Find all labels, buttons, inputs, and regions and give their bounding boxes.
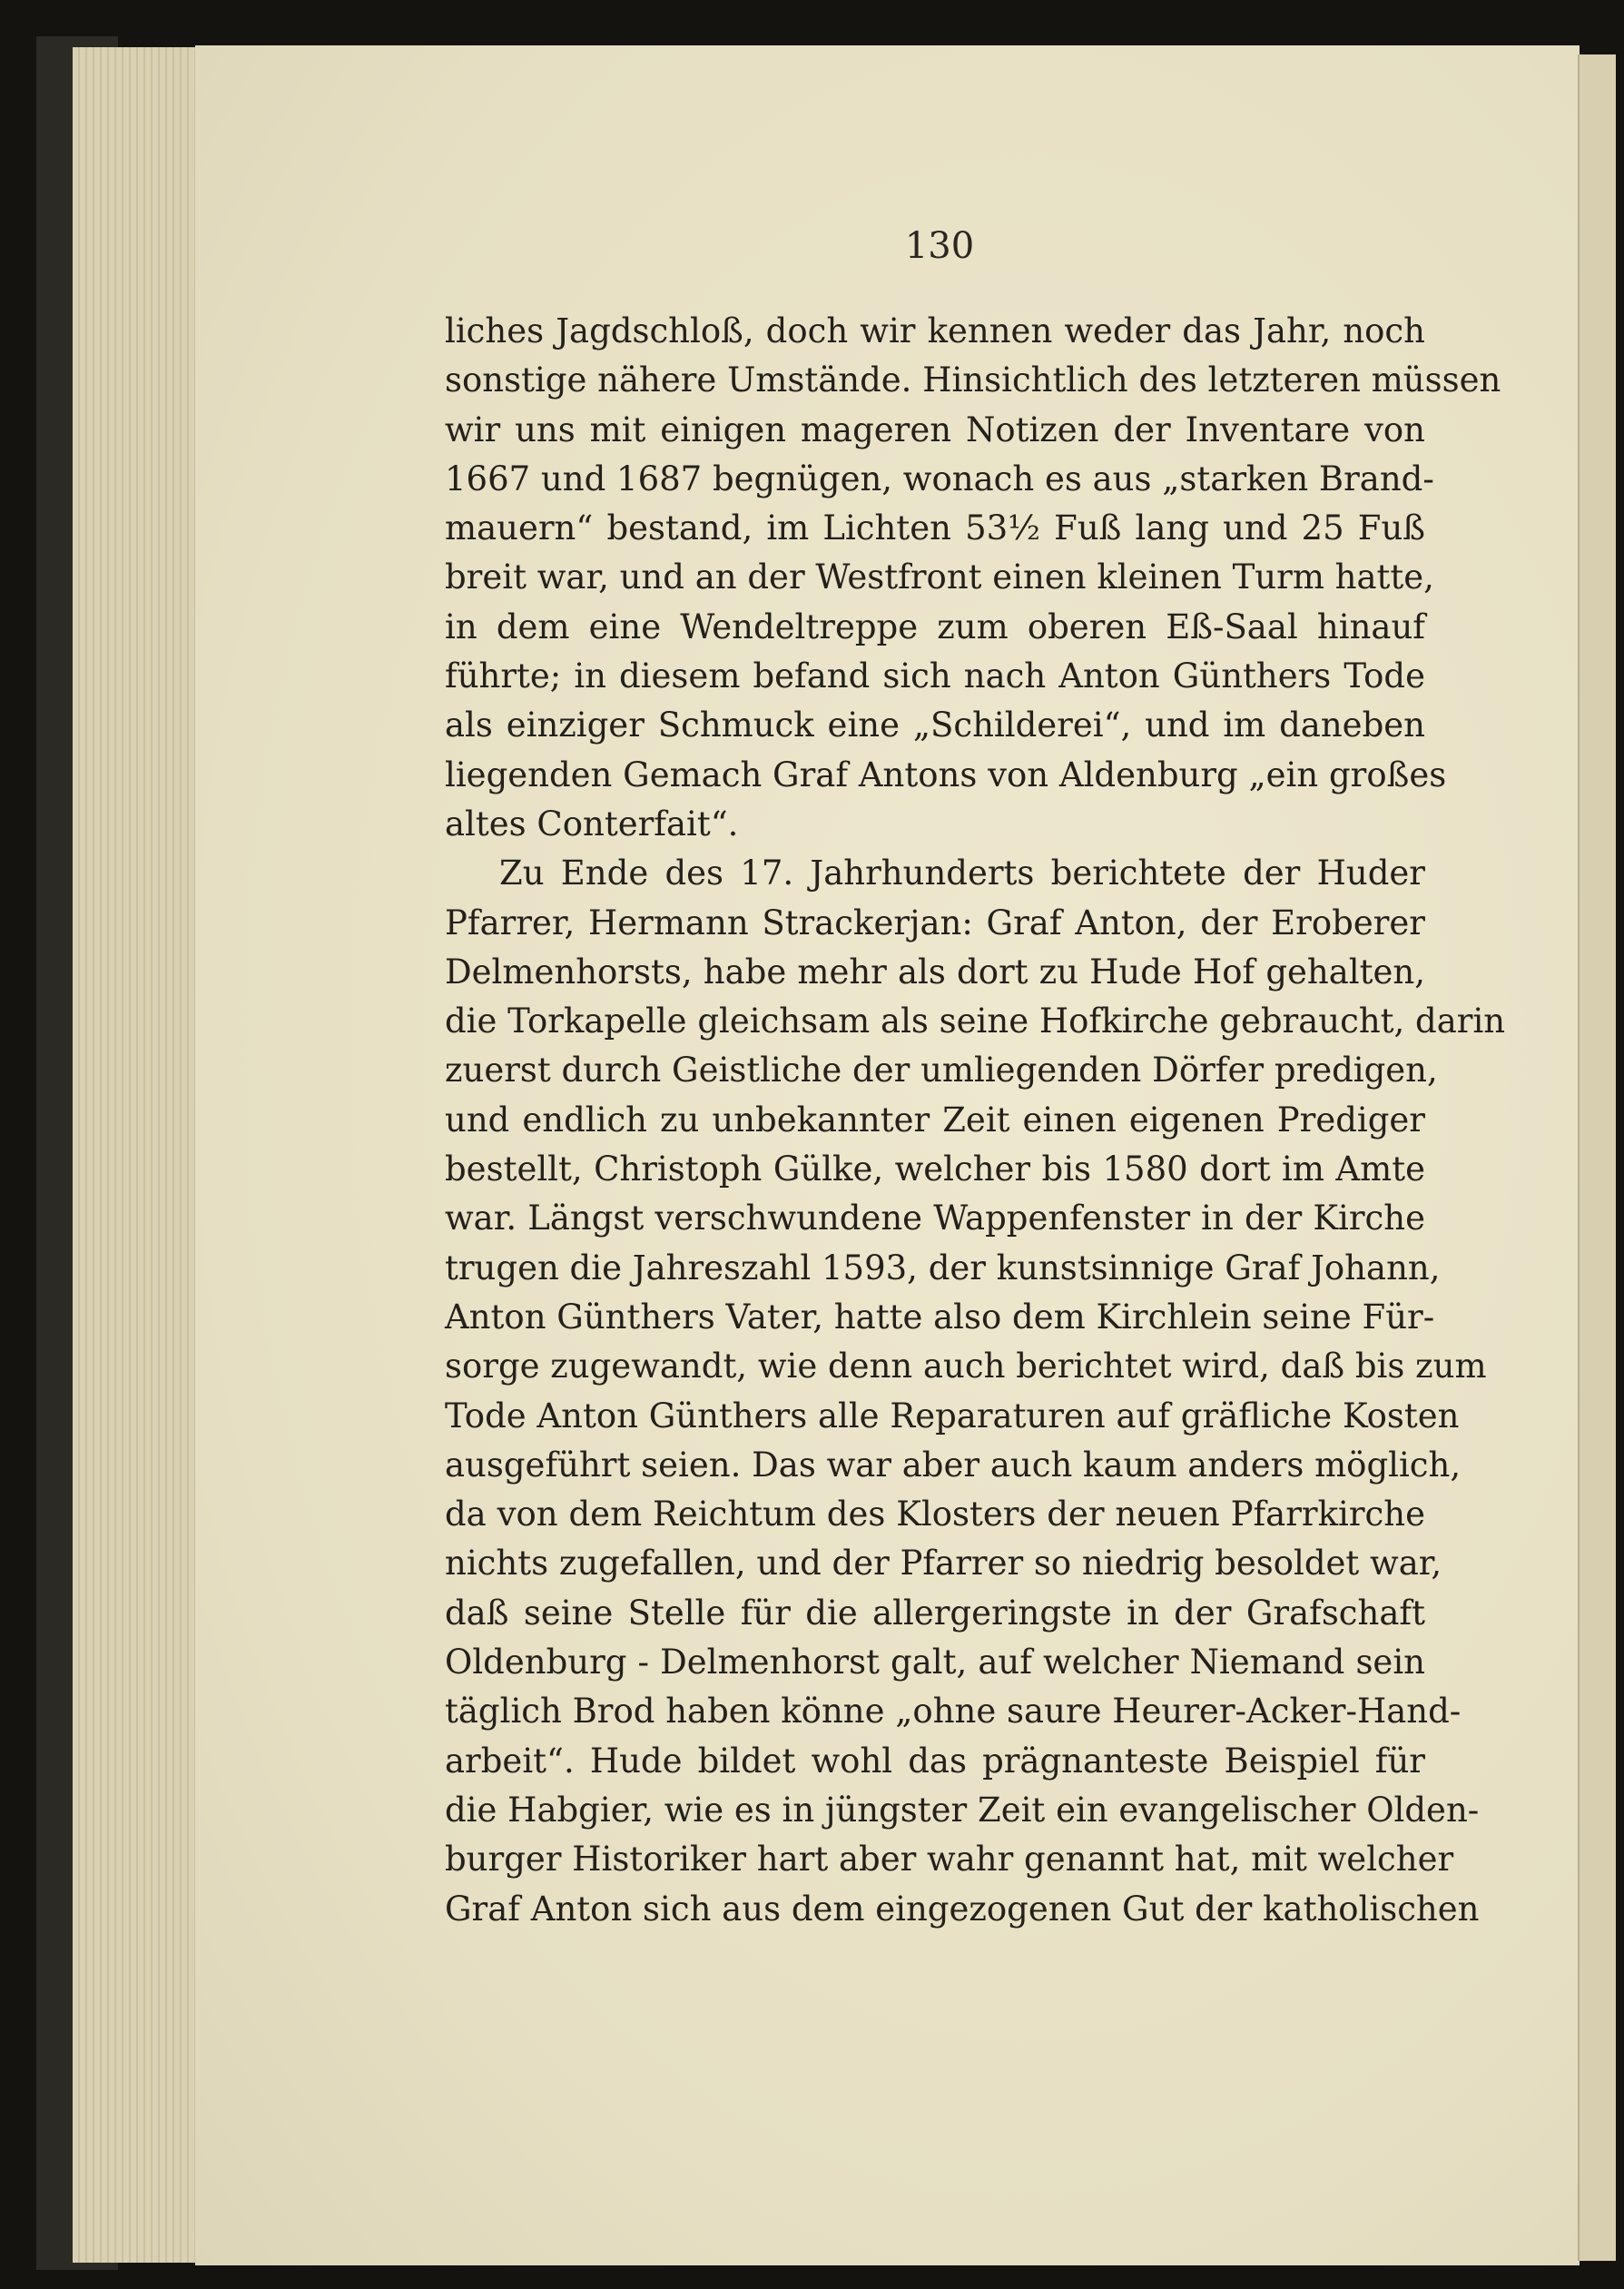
text-line: daß seine Stelle für die allergeringste in der Grafschaft [445, 1593, 1425, 1633]
text-line: altes Conterfait“. [445, 804, 739, 844]
text-line: bestellt, Christoph Gülke, welcher bis 1580 dort im Amte [445, 1149, 1425, 1189]
text-line: da von dem Reichtum des Klosters der neuen Pfarrkirche [445, 1495, 1425, 1534]
text-line: führte; in diesem befand sich nach Anton Günthers Tode [445, 656, 1425, 696]
page-body-text [445, 307, 1506, 1934]
text-line: nichts zugefallen, und der Pfarrer so niedrig besoldet war, [445, 1544, 1442, 1584]
text-line: liches Jagdschloß, doch wir kennen weder das Jahr, noch [445, 311, 1425, 350]
text-line: in dem eine Wendeltreppe zum oberen Eß-Saal hinauf [445, 607, 1425, 646]
text-line: Oldenburg - Delmenhorst galt, auf welcher Niemand sein [445, 1643, 1425, 1682]
text-line: liegenden Gemach Graf Antons von Aldenburg „ein großes [445, 755, 1447, 794]
facing-page-edge [1578, 54, 1616, 2261]
text-line: die Torkapelle gleichsam als seine Hofkirche gebraucht, darin [445, 1001, 1506, 1041]
text-line: arbeit“. Hude bildet wohl das prägnanteste Beispiel für [445, 1741, 1425, 1781]
text-line: trugen die Jahreszahl 1593, der kunstsinnige Graf Johann, [445, 1248, 1441, 1288]
text-line: Zu Ende des 17. Jahrhunderts berichtete der Huder [499, 853, 1425, 893]
text-line: burger Historiker hart aber wahr genannt hat, mit welcher [445, 1840, 1454, 1880]
text-line: die Habgier, wie es in jüngster Zeit ein evangelischer Olden- [445, 1790, 1480, 1830]
text-line: wir uns mit einigen mageren Notizen der Inventare von [445, 409, 1425, 449]
text-line: 1667 und 1687 begnügen, wonach es aus „starken Brand- [445, 459, 1434, 498]
text-line: ausgeführt seien. Das war aber auch kaum anders möglich, [445, 1445, 1462, 1485]
text-line: täglich Brod haben könne „ohne saure Heurer-Acker-Hand- [445, 1692, 1462, 1732]
text-line: breit war, und an der Westfront einen kleinen Turm hatte, [445, 557, 1434, 597]
page-block-edges [73, 47, 210, 2263]
text-line: als einziger Schmuck eine „Schilderei“, und im daneben [445, 705, 1425, 745]
text-line: Anton Günthers Vater, hatte also dem Kirchlein seine Für- [445, 1297, 1435, 1337]
text-line: war. Längst verschwundene Wappenfenster in der Kirche [445, 1199, 1425, 1238]
text-line: sonstige nähere Umstände. Hinsichtlich des letzteren müssen [445, 360, 1501, 400]
text-line: und endlich zu unbekannter Zeit einen eigenen Prediger [445, 1100, 1425, 1140]
text-line: Delmenhorsts, habe mehr als dort zu Hude Hof gehalten, [445, 952, 1425, 992]
text-line: mauern“ bestand, im Lichten 53½ Fuß lang und 25 Fuß [445, 508, 1425, 548]
text-line: sorge zugewandt, wie denn auch berichtet wird, daß bis zum [445, 1347, 1487, 1386]
text-line: Graf Anton sich aus dem eingezogenen Gut der katholischen [445, 1889, 1480, 1929]
text-line: Tode Anton Günthers alle Reparaturen auf gräfliche Kosten [445, 1396, 1460, 1436]
text-line: zuerst durch Geistliche der umliegenden Dörfer predigen, [445, 1051, 1438, 1090]
page-number: 130 [904, 225, 975, 267]
text-line: Pfarrer, Hermann Strackerjan: Graf Anton, der Eroberer [445, 903, 1425, 942]
